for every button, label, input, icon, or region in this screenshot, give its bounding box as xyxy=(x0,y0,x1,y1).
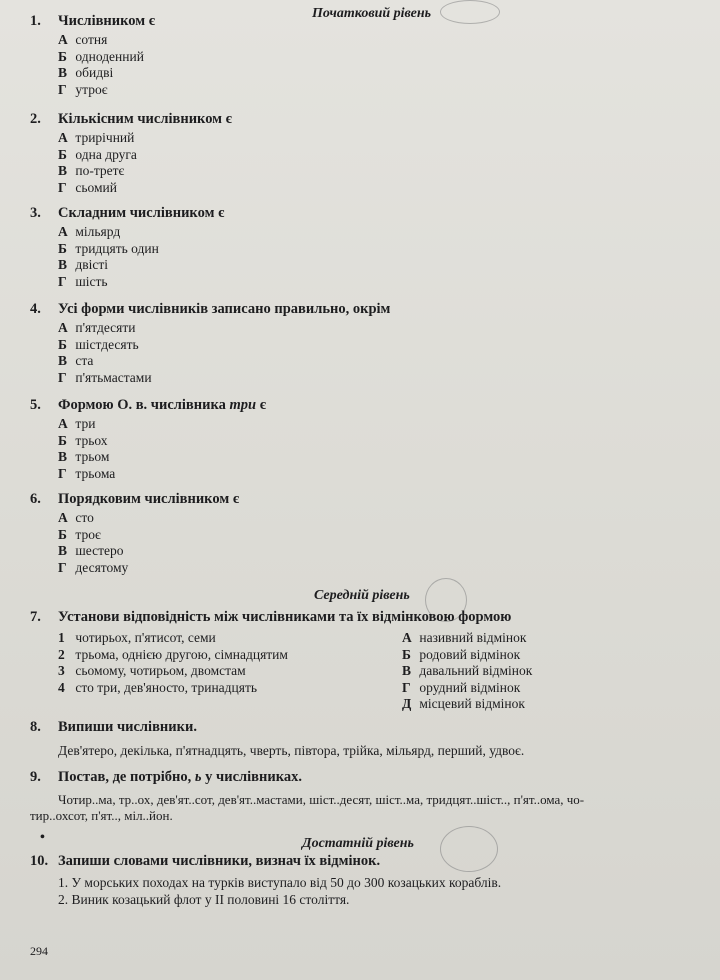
question-text: Усі форми числівників записано правильно, окрім xyxy=(58,301,391,317)
question-2 xyxy=(30,110,710,196)
question-header xyxy=(30,396,710,414)
question-header xyxy=(30,12,710,30)
option: Б трьох xyxy=(58,432,108,448)
matching-answer: А називний відмінок xyxy=(402,630,527,645)
option: В трьом xyxy=(58,449,110,464)
question-text: Установи відповідність між числівниками та їх відмінковою формою xyxy=(58,609,512,625)
question-number: 10. xyxy=(30,853,49,869)
matching-right-column xyxy=(402,630,532,713)
option: В шестеро xyxy=(58,543,124,558)
question-header xyxy=(30,768,710,786)
option: Г десятому xyxy=(58,559,129,575)
question-number: 8. xyxy=(30,719,41,735)
question-text: Постав, де потрібно, xyxy=(58,769,192,785)
question-number: 1. xyxy=(30,13,41,29)
question-header xyxy=(30,490,710,508)
option: Б одноденний xyxy=(58,48,144,64)
question-number: 5. xyxy=(30,397,41,413)
matching-item: 1 чотирьох, п'ятисот, семи xyxy=(58,630,216,645)
option: А сотня xyxy=(58,32,108,47)
option: В ста xyxy=(58,353,94,368)
question-text: Складним числівником є xyxy=(58,205,225,221)
option: Г сьомий xyxy=(58,179,118,195)
question-emphasis: три xyxy=(229,397,257,413)
question-header xyxy=(30,110,710,128)
question-text: Кількісним числівником є xyxy=(58,111,232,127)
question-number: 3. xyxy=(30,205,41,221)
option: Б тридцять один xyxy=(58,240,159,256)
question-number: 2. xyxy=(30,111,41,127)
question-number: 9. xyxy=(30,769,41,785)
option: А сто xyxy=(58,510,94,525)
question-header xyxy=(30,204,710,222)
question-header xyxy=(30,608,710,626)
question-body-line-1: Чотир..ма, тр..ох, дев'ят..сот, дев'ят..мастами, шіст..десят, шіст..ма, тридцят..шіст.., п'ят..ома, чо- xyxy=(58,792,585,807)
option: Г шість xyxy=(58,273,108,289)
option: А мільярд xyxy=(58,224,121,239)
option: В по-третє xyxy=(58,163,125,178)
matching-item: 4 сто три, дев'яносто, тринадцять xyxy=(58,679,258,695)
question-number: 6. xyxy=(30,491,41,507)
question-soft-sign: ь xyxy=(194,769,202,785)
question-4 xyxy=(30,300,710,386)
bullet-mark: • xyxy=(40,830,45,845)
matching-answer: Б родовий відмінок xyxy=(402,646,521,662)
option: Б шістдесять xyxy=(58,336,139,352)
option: Г утроє xyxy=(58,81,108,97)
matching-answer: Г орудний відмінок xyxy=(402,679,521,695)
question-text: Порядковим числівником є xyxy=(58,491,240,507)
level-title-middle: Середній рівень xyxy=(314,588,410,603)
option: А п'ятдесяти xyxy=(58,320,136,335)
option: Г п'ятьмастами xyxy=(58,369,152,385)
matching-answer: В давальний відмінок xyxy=(402,663,533,678)
option: А трирічний xyxy=(58,130,135,145)
matching-item: 2 трьома, однією другою, сімнадцятим xyxy=(58,646,288,662)
question-text: Числівником є xyxy=(58,13,156,29)
question-1 xyxy=(30,12,710,98)
question-body: Дев'ятеро, декілька, п'ятнадцять, чверть, півтора, трійка, мільярд, перший, удвоє. xyxy=(58,743,525,758)
option: В двісті xyxy=(58,257,109,272)
matching-table xyxy=(58,630,710,726)
matching-item: 3 сьомому, чотирьом, двомстам xyxy=(58,663,246,678)
question-3 xyxy=(30,204,710,290)
option: А три xyxy=(58,416,96,431)
matching-left-column xyxy=(58,630,288,696)
page-number: 294 xyxy=(30,944,48,958)
question-number: 7. xyxy=(30,609,41,625)
option: Б троє xyxy=(58,526,101,542)
option: Г трьома xyxy=(58,465,116,481)
question-text: Запиши словами числівники, визнач їх відмінок. xyxy=(58,853,381,869)
question-text-end: є xyxy=(259,397,266,413)
question-header xyxy=(30,718,710,736)
question-number: 4. xyxy=(30,301,41,317)
level-title-sufficient: Достатній рівень xyxy=(302,836,414,851)
question-8 xyxy=(30,718,710,760)
level-title-initial: Початковий рівень xyxy=(312,6,432,21)
option: В обидві xyxy=(58,65,114,80)
question-10 xyxy=(30,852,710,908)
question-9 xyxy=(30,768,710,824)
question-text: Формою О. в. числівника xyxy=(58,397,226,413)
sentence-item: 2. Виник козацький флот у II половині 16 століття. xyxy=(58,892,350,907)
question-text: Випиши числівники. xyxy=(58,719,197,735)
sentence-item: 1. У морських походах на турків виступало від 50 до 300 козацьких кораблів. xyxy=(58,875,502,890)
question-header xyxy=(30,852,710,870)
option: Б одна друга xyxy=(58,146,137,162)
question-text-end: у числівниках. xyxy=(205,769,302,785)
question-body-line-2: тир..охсот, п'ят.., міл..йон. xyxy=(30,808,173,823)
question-5 xyxy=(30,396,710,482)
question-header xyxy=(30,300,710,318)
question-6 xyxy=(30,490,710,576)
question-7 xyxy=(30,608,710,726)
matching-answer: Д місцевий відмінок xyxy=(402,696,525,711)
